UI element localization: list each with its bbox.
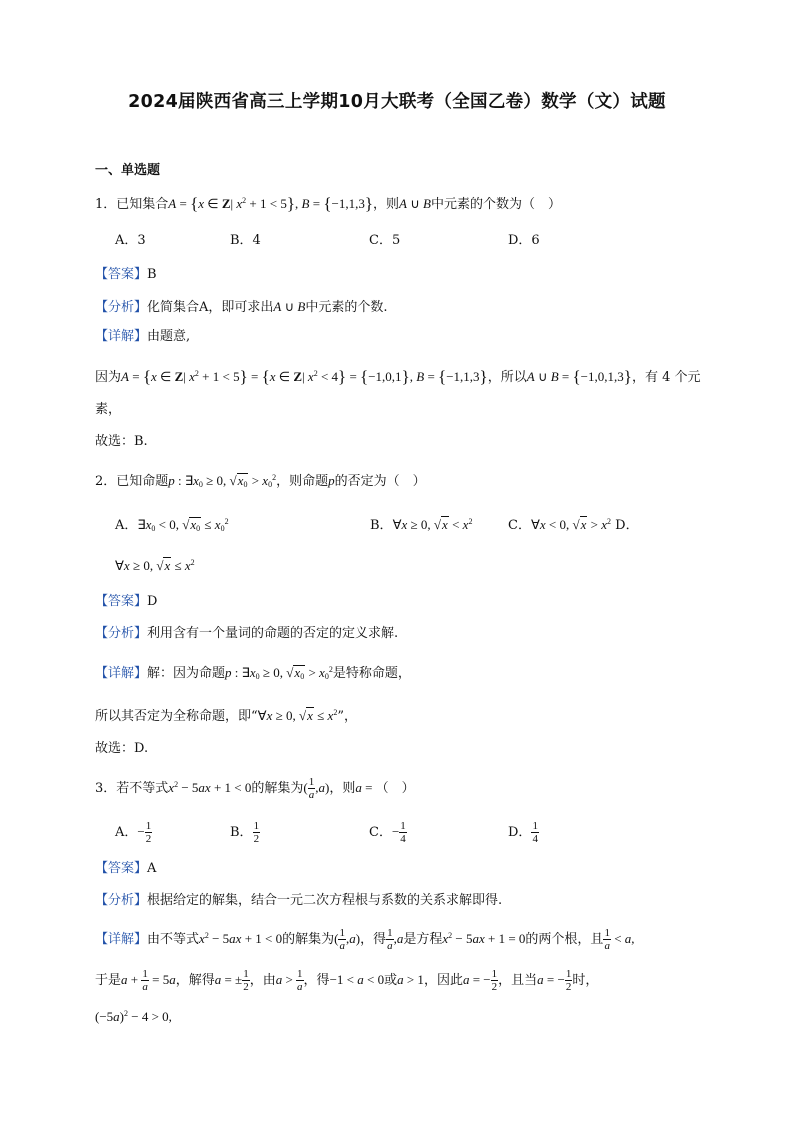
q2-option-b: B．∀x ≥ 0, $√x < x^2$ [370, 517, 473, 533]
q3-option-c: C．− $\frac{1}{4}$ [369, 820, 406, 845]
q3-stem: 3．若不等式$x^2 - 5ax + 1 < 0$的解集为( $\frac{1}{a}$ ,a)，则a = （ ） [95, 776, 415, 801]
q1-detail-body: 因为A = {x ∈ Z| $x^2 + 1 < 5\} = \{x$ ∈ Z| $x^2 < 4\} = \{-1,0,1\}$, B = {−1,1,3}，所以A ∪ B = {−1,0,1,3}，有 4 个元 [95, 367, 701, 386]
q2-option-c: C．∀x < 0, $√x > x^2$ D． [508, 517, 639, 533]
q3-analysis: 【分析】根据给定的解集，结合一元二次方程根与系数的关系求解即得. [95, 893, 503, 908]
q3-answer: 【答案】A [95, 861, 157, 876]
q3-option-a: A．− $\frac{1}{2}$ [115, 820, 152, 845]
q1-stem: 1．已知集合A = {x ∈ Z| $x^2 + 1 < 5$}, B = {−1,1,3}，则A ∪ B中元素的个数为（ ） [95, 194, 561, 213]
q2-conclusion: 故选：D. [95, 741, 149, 756]
q3-detail: 【详解】由不等式$x^2 - 5ax + 1 < 0$的解集为( $\frac{1}{a}$ ,a)，得 $\frac{1}{a}$ ,a是方程$x^2 - 5ax + 1 = 0$的两个根，且 $\frac{1}{a}$ < a, [95, 927, 635, 952]
q3-option-d: D． $\frac{1}{4}$ [508, 820, 538, 845]
q3-option-b: B． $\frac{1}{2}$ [230, 820, 260, 845]
q2-detail: 【详解】解：因为命题p : $\exists x_0 \ge 0$, $√x_0 > x_0^2$是特称命题， [95, 665, 411, 681]
q1-conclusion: 故选：B. [95, 434, 148, 449]
q1-option-b: B．4 [230, 233, 261, 248]
q1-option-d: D．6 [508, 233, 540, 248]
q2-detail-continued: 所以其否定为全称命题，即“∀x ≥ 0, $√x \le x^2$”， [95, 708, 357, 724]
q1-detail-heading: 【详解】由题意, [95, 329, 191, 344]
page-title: 2024届陕西省高三上学期10月大联考（全国乙卷）数学（文）试题 [128, 92, 666, 112]
q2-stem: 2．已知命题p : $\exists x_0 \ge 0$, $√x_0 > x_0^2$，则命题p的否定为（ ） [95, 473, 426, 489]
q1-option-c: C．5 [369, 233, 401, 248]
q2-answer: 【答案】D [95, 594, 158, 609]
section-heading: 一、单选题 [95, 163, 161, 178]
q1-analysis: 【分析】化简集合A，即可求出A ∪ B中元素的个数. [95, 299, 388, 315]
q2-analysis: 【分析】利用含有一个量词的命题的否定的定义求解. [95, 626, 399, 641]
q1-option-a: A．3 [115, 233, 146, 248]
q2-option-a: A．$\exists x_0 < 0$, $√x_0 \le x_0^2$ [115, 517, 229, 533]
q1-detail-continued: 素， [95, 402, 122, 417]
q3-detail-continued: 于是a + $\frac{1}{a}$ = 5a，解得a = ± $\frac{1}{2}$ ，由a > $\frac{1}{a}$ ，得−1 < a < 0或a > 1，因此a = − $\frac{1}{2}$ ，且当a = − $\frac{1}{2}$ 时， [95, 968, 599, 993]
q2-option-d: ∀x ≥ 0, $√x \le x^2$ [115, 558, 195, 573]
q3-detail-formula: $(-5a)^2 - 4 > 0$, [95, 1009, 172, 1024]
q1-answer: 【答案】B [95, 267, 157, 282]
